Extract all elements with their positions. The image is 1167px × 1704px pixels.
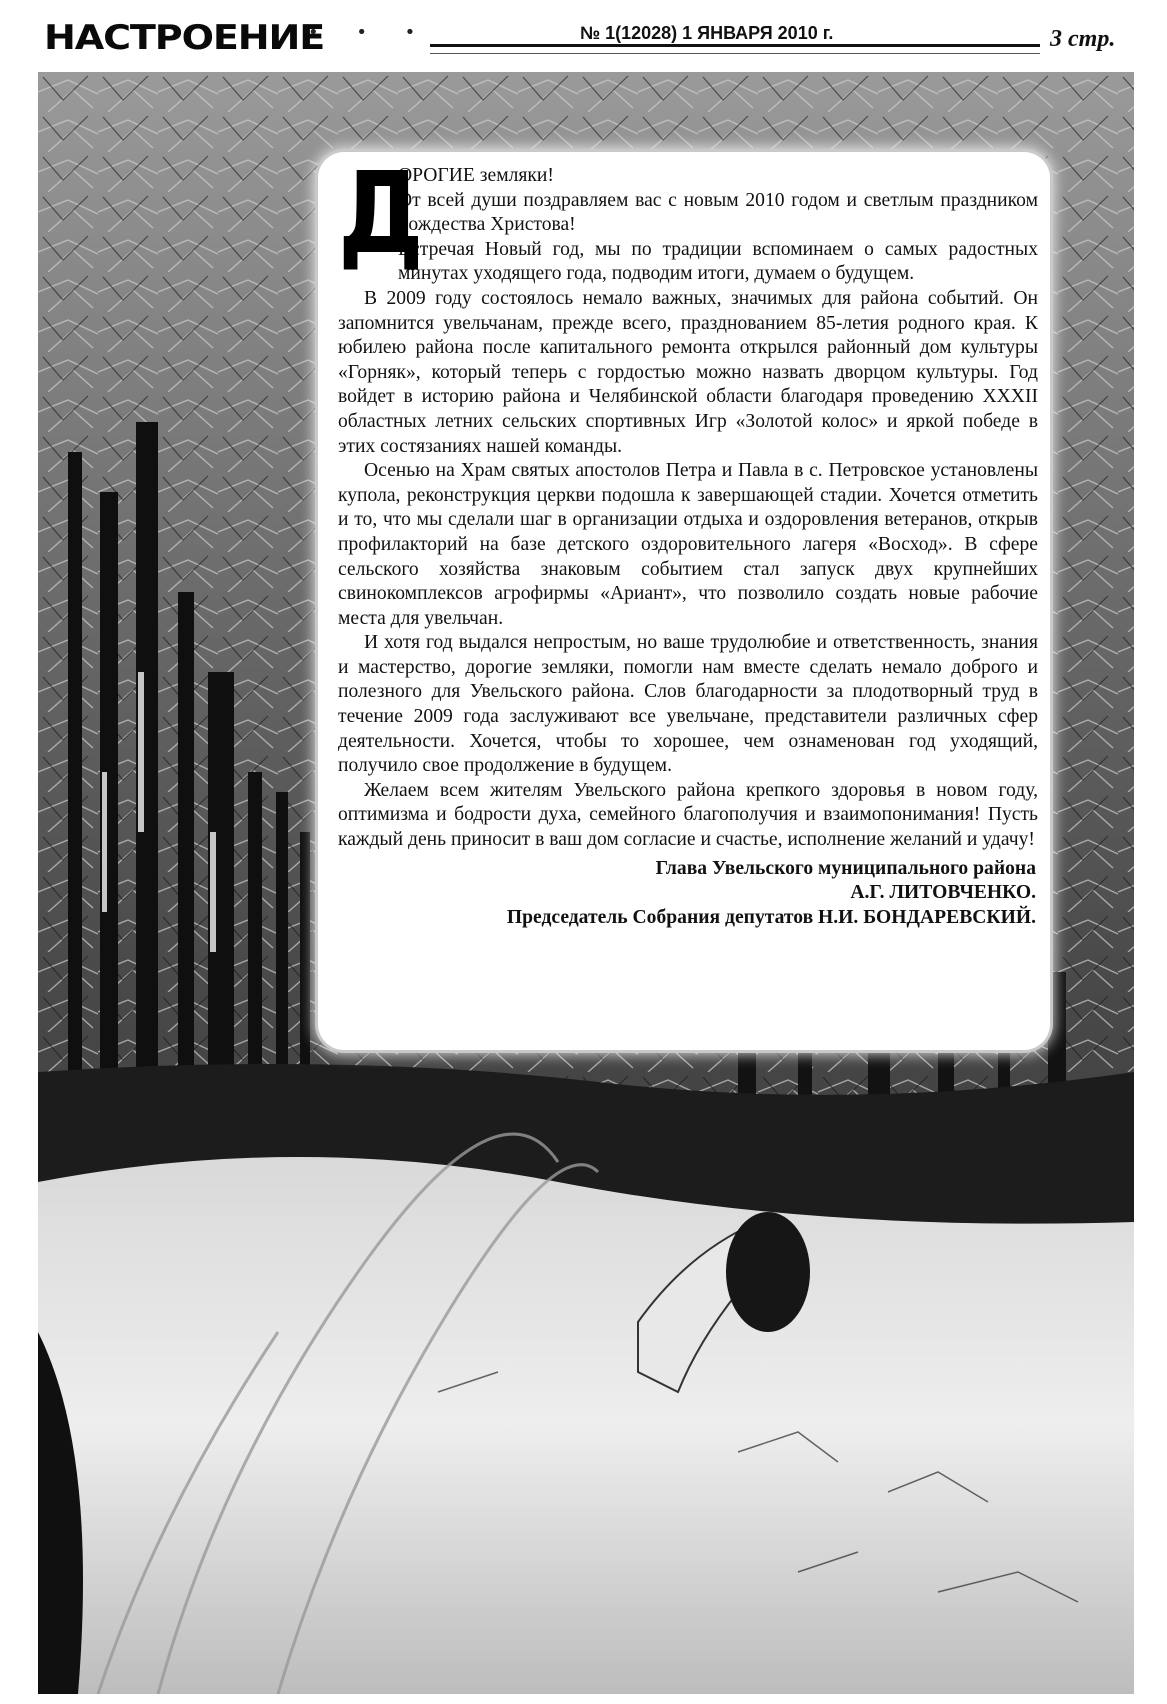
dark-bush xyxy=(726,1212,810,1332)
section-title: НАСТРОЕНИЕ xyxy=(44,18,325,58)
signature-title: Глава Увельского муниципального района xyxy=(655,857,1036,879)
header-rule xyxy=(430,44,1040,54)
snow-ground xyxy=(38,1157,1134,1694)
paragraph-5: И хотя год выдался непростым, но ваше трудолюбие и ответственность, знания и мастерство, дорогие земляки, помогли нам вместе сделать немало доброго и полезного для Увельского района. Слов благодарности за плодотворный труд в течение 2009 года заслуживают все увельчане, представители различных сфер деятельности. Хочется, чтобы то хорошее, чем ознаменован год уходящий, получило свое продолжение в будущем. xyxy=(338,632,1038,777)
greeting-text xyxy=(338,149,1038,853)
paragraph-6: Желаем всем жителям Увельского района крепкого здоровья в новом году, оптимизма и бодрости духа, семейного благополучия и взаимопонимания! Пусть каждый день приносит в ваш дом согласие и счастье, исполнение желаний и удачу! xyxy=(338,779,1038,851)
page-number: 3 стр. xyxy=(1050,26,1116,52)
title-dots: • • • xyxy=(308,22,432,43)
greeting-box xyxy=(318,149,1050,1050)
paragraph-1: От всей души поздравляем вас с новым 2010 годом и светлым праздником Рождества Христова! xyxy=(398,189,1038,236)
signature-chair: Председатель Собрания депутатов Н.И. БОНДАРЕВСКИЙ. xyxy=(506,906,1036,928)
page-header xyxy=(0,0,1167,70)
salutation: ОРОГИЕ земляки! xyxy=(398,165,554,186)
drop-cap: Д xyxy=(338,149,424,279)
issue-info: № 1(12028) 1 ЯНВАРЯ 2010 г. xyxy=(580,23,834,43)
paragraph-4: Осенью на Храм святых апостолов Петра и Павла в с. Петровское установлены купола, реконструкция церкви подошла к завершающей стадии. Хочется отметить и то, что мы сделали шаг в организации отдыха и оздоровления ветеранов, открыв профилакторий на базе детского оздоровительного лагеря «Восход». В сфере сельского хозяйства знаковым событием стал запуск двух крупнейших свинокомплексов агрофирмы «Ариант», что позволило создать новые рабочие места для увельчан. xyxy=(338,460,1038,629)
paragraph-2: Встречая Новый год, мы по традиции вспоминаем о самых радостных минутах уходящего года, подводим итоги, думаем о будущем. xyxy=(398,238,1038,285)
paragraph-3: В 2009 году состоялось немало важных, значимых для района событий. Он запомнится увельчанам, прежде всего, празднованием 85-летия родного края. К юбилею района после капитального ремонта открылся районный дом культуры «Горняк», который теперь с гордостью можно назвать дворцом культуры. Год войдет в историю района и Челябинской области благодаря проведению XXXII областных летних сельских спортивных Игр «Золотой колос» и яркой победе в этих состязаниях нашей команды. xyxy=(338,287,1038,457)
signature-name: А.Г. ЛИТОВЧЕНКО. xyxy=(850,882,1036,904)
signature-block xyxy=(338,857,1038,931)
